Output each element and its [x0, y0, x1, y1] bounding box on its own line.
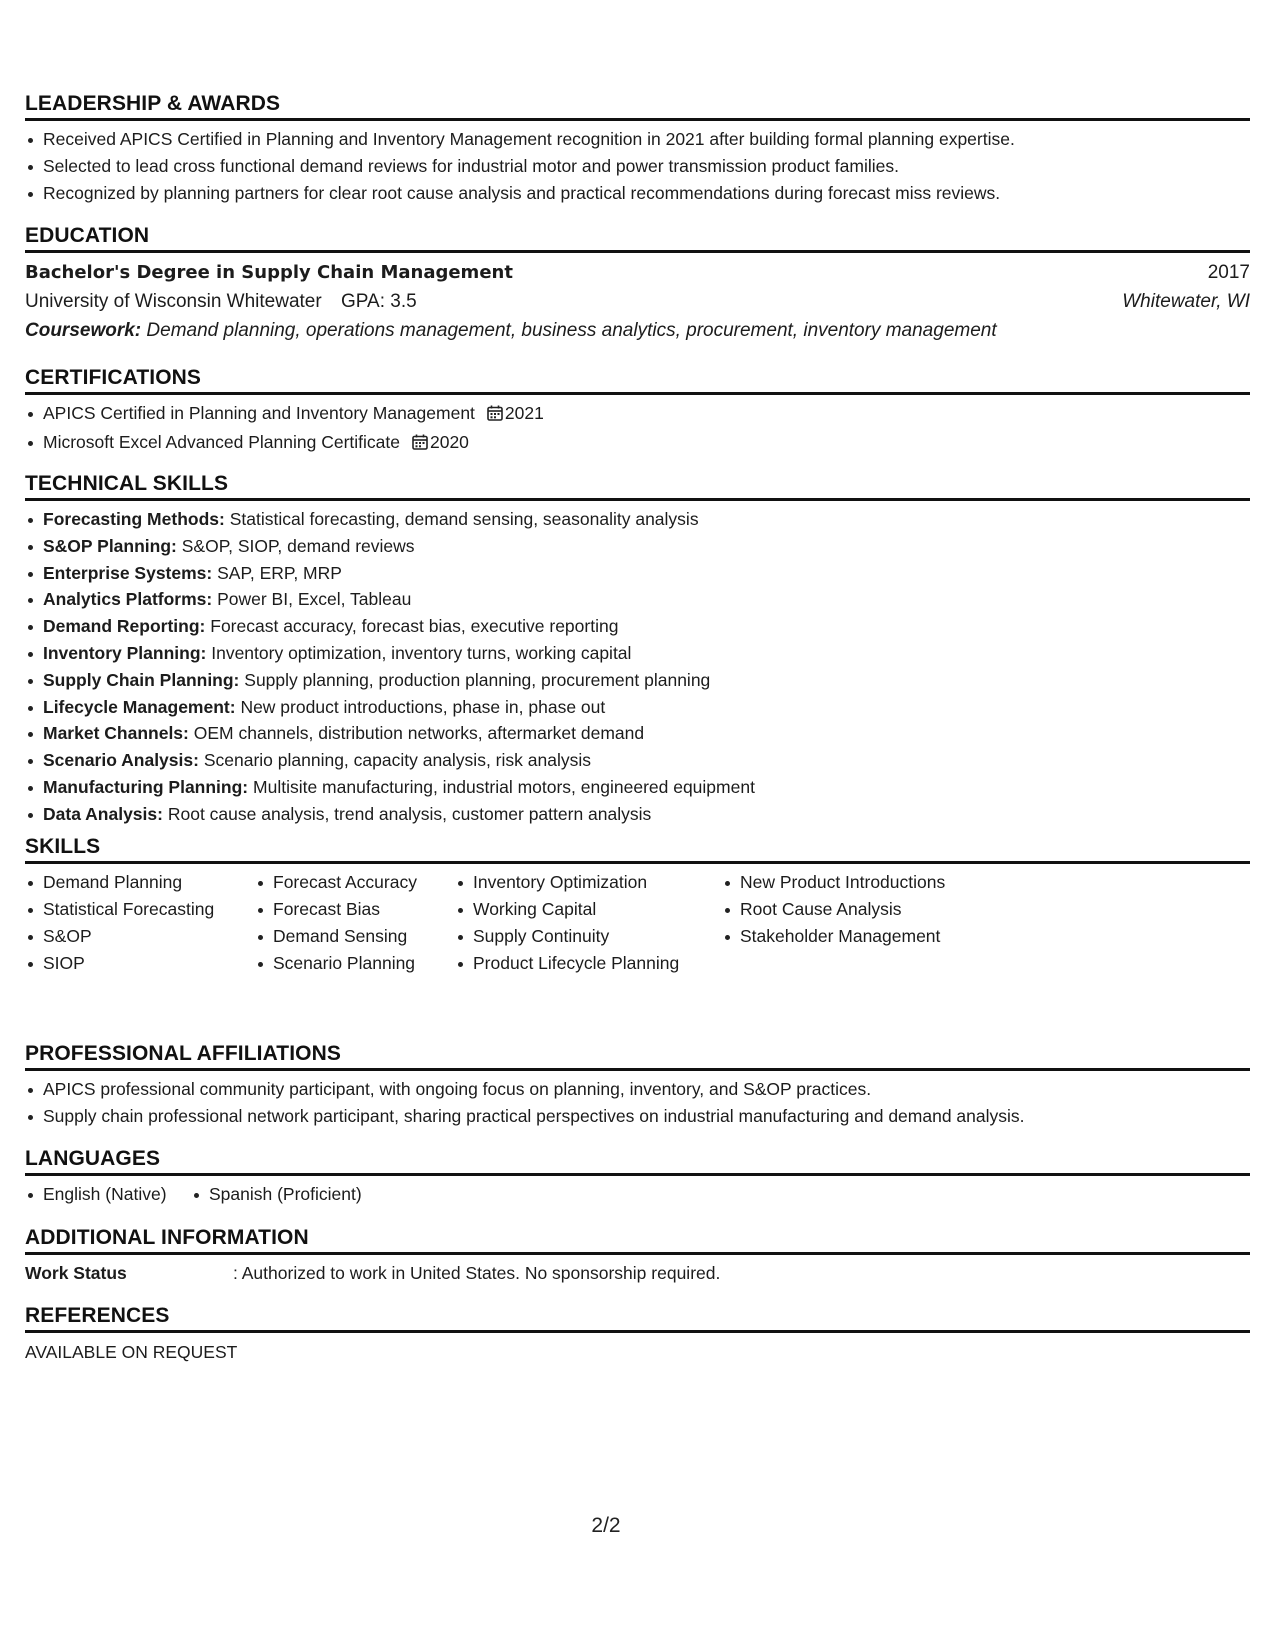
skill-label: Demand Reporting:: [43, 616, 206, 637]
list-item: Demand Planning: [25, 869, 214, 896]
list-item: SIOP: [25, 950, 214, 977]
skills-section: [25, 832, 1250, 979]
list-item: Received APICS Certified in Planning and Inventory Management recognition in 2021 after building formal planning expertise.: [25, 126, 1250, 153]
technical-skills-section: [25, 469, 1250, 828]
additional-info-section: [25, 1223, 1250, 1287]
list-item: [25, 720, 1250, 747]
list-item: New Product Introductions: [722, 869, 945, 896]
page-number: 2/2: [591, 1514, 621, 1537]
skill-label: Scenario Analysis:: [43, 750, 199, 771]
list-item: S&OP: [25, 923, 214, 950]
skill-value: Forecast accuracy, forecast bias, executive reporting: [210, 616, 619, 637]
skills-column-1: [25, 869, 214, 977]
list-item: Selected to lead cross functional demand reviews for industrial motor and power transmission product families.: [25, 153, 1250, 180]
graduation-year: 2017: [1207, 262, 1250, 283]
certification-name: Microsoft Excel Advanced Planning Certificate: [43, 432, 400, 452]
skill-value: Scenario planning, capacity analysis, risk analysis: [203, 750, 591, 771]
certification-item: [25, 429, 1250, 458]
languages-heading: LANGUAGES: [25, 1144, 1250, 1176]
list-item: Supply Continuity: [455, 923, 679, 950]
skills-column-3: [455, 869, 679, 977]
list-item: Supply chain professional network participant, sharing practical perspectives on industrial manufacturing and demand analysis.: [25, 1103, 1250, 1130]
school-location: Whitewater, WI: [1122, 291, 1250, 312]
references-section: [25, 1301, 1250, 1366]
coursework-label: Coursework:: [25, 320, 142, 341]
skill-label: Enterprise Systems:: [43, 562, 213, 583]
leadership-section: [25, 89, 1250, 207]
skill-value: S&OP, SIOP, demand reviews: [181, 535, 415, 556]
skill-value: Inventory optimization, inventory turns, working capital: [211, 642, 632, 663]
list-item: Demand Sensing: [255, 923, 417, 950]
list-item: Product Lifecycle Planning: [455, 950, 679, 977]
list-item: [25, 747, 1250, 774]
skill-label: Data Analysis:: [43, 803, 163, 824]
certification-name: APICS Certified in Planning and Inventory Management: [43, 403, 475, 423]
list-item: [25, 667, 1250, 694]
references-text: AVAILABLE ON REQUEST: [25, 1342, 238, 1362]
leadership-list: [25, 126, 1250, 207]
skills-column-2: [255, 869, 417, 977]
work-status-label: Work Status: [25, 1263, 127, 1283]
list-item: Recognized by planning partners for clear root cause analysis and practical recommendations during forecast miss reviews.: [25, 180, 1250, 207]
skill-value: SAP, ERP, MRP: [217, 562, 342, 583]
list-item: Stakeholder Management: [722, 923, 945, 950]
list-item: APICS professional community participant, with ongoing focus on planning, inventory, and S&OP practices.: [25, 1076, 1250, 1103]
list-item: [25, 774, 1250, 801]
skill-label: Analytics Platforms:: [43, 589, 213, 610]
work-status-value: : Authorized to work in United States. No sponsorship required.: [233, 1263, 721, 1283]
degree-title: Bachelor's Degree in Supply Chain Management: [25, 262, 513, 283]
coursework-row: [25, 316, 1250, 345]
work-status-row: [25, 1260, 1250, 1287]
list-item: [25, 640, 1250, 667]
list-item: [25, 533, 1250, 560]
list-item: English (Native): [25, 1181, 167, 1208]
list-item: [25, 801, 1250, 828]
skill-value: New product introductions, phase in, phase out: [240, 696, 606, 717]
education-heading: EDUCATION: [25, 221, 1250, 253]
gpa: GPA: 3.5: [340, 291, 417, 312]
certification-year: 2021: [504, 403, 544, 423]
certification-item: [25, 400, 1250, 429]
degree-row: [25, 258, 1250, 287]
languages-section: [25, 1144, 1250, 1208]
list-item: Spanish (Proficient): [191, 1181, 362, 1208]
affiliations-heading: PROFESSIONAL AFFILIATIONS: [25, 1039, 1250, 1071]
skill-label: S&OP Planning:: [43, 535, 177, 556]
skill-label: Lifecycle Management:: [43, 696, 236, 717]
affiliations-section: [25, 1039, 1250, 1130]
list-item: [25, 506, 1250, 533]
list-item: [25, 694, 1250, 721]
skill-label: Inventory Planning:: [43, 642, 207, 663]
languages-list: [25, 1181, 1250, 1208]
leadership-heading: LEADERSHIP & AWARDS: [25, 89, 1250, 121]
list-item: Statistical Forecasting: [25, 896, 214, 923]
list-item: Scenario Planning: [255, 950, 417, 977]
list-item: Forecast Bias: [255, 896, 417, 923]
school-row: [25, 287, 1250, 316]
coursework-text: Demand planning, operations management, business analytics, procurement, inventory management: [146, 320, 997, 341]
calendar-icon: [412, 431, 428, 458]
skills-heading: SKILLS: [25, 832, 1250, 864]
list-item: Root Cause Analysis: [722, 896, 945, 923]
skill-label: Market Channels:: [43, 723, 189, 744]
education-section: [25, 221, 1250, 345]
certifications-heading: CERTIFICATIONS: [25, 363, 1250, 395]
certification-year: 2020: [429, 432, 469, 452]
skills-columns: [25, 869, 1250, 979]
certifications-section: [25, 363, 1250, 458]
skill-label: Manufacturing Planning:: [43, 776, 249, 797]
references-heading: REFERENCES: [25, 1301, 1250, 1333]
skill-value: Statistical forecasting, demand sensing, seasonality analysis: [229, 509, 699, 529]
technical-skills-heading: TECHNICAL SKILLS: [25, 469, 1250, 501]
list-item: Inventory Optimization: [455, 869, 679, 896]
certifications-list: [25, 400, 1250, 458]
skill-label: Forecasting Methods:: [43, 509, 225, 529]
list-item: [25, 613, 1250, 640]
affiliations-list: [25, 1076, 1250, 1130]
skill-label: Supply Chain Planning:: [43, 669, 240, 690]
skill-value: Supply planning, production planning, procurement planning: [244, 669, 711, 690]
school-name: University of Wisconsin Whitewater: [25, 291, 322, 312]
skill-value: Power BI, Excel, Tableau: [217, 589, 412, 610]
skill-value: Multisite manufacturing, industrial motors, engineered equipment: [253, 776, 755, 797]
additional-info-heading: ADDITIONAL INFORMATION: [25, 1223, 1250, 1255]
technical-skills-list: [25, 506, 1250, 828]
skills-column-4: [722, 869, 945, 950]
skill-value: OEM channels, distribution networks, aftermarket demand: [193, 723, 645, 744]
skill-value: Root cause analysis, trend analysis, customer pattern analysis: [167, 803, 652, 824]
calendar-icon: [487, 402, 503, 429]
list-item: Forecast Accuracy: [255, 869, 417, 896]
list-item: Working Capital: [455, 896, 679, 923]
list-item: [25, 560, 1250, 587]
list-item: [25, 586, 1250, 613]
